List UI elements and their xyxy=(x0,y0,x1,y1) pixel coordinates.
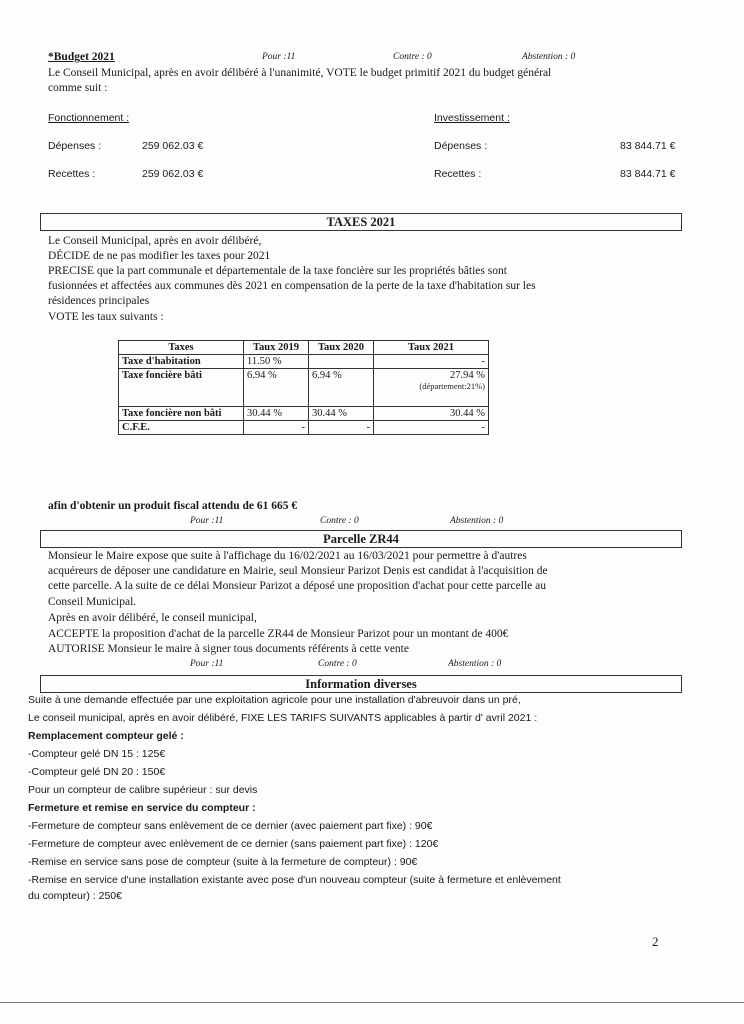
tax-2019: - xyxy=(244,421,309,435)
info-line-1: Suite à une demande effectuée par une exploitation agricole pour une installation d'abreuvoir dans un pré, xyxy=(28,694,521,706)
fonct-depenses-label: Dépenses : xyxy=(48,140,102,152)
investissement-label: Investissement : xyxy=(434,112,510,124)
table-row xyxy=(119,369,489,407)
parcelle-line-3: cette parcelle. A la suite de ce délai Monsieur Parizot a déposé une proposition d'achat pour cette parcelle au xyxy=(48,580,546,592)
info-line-7: Fermeture et remise en service du compteur : xyxy=(28,802,256,814)
parcelle-vote-pour: Pour :11 xyxy=(190,659,224,669)
tax-2019: 6.94 % xyxy=(244,369,309,407)
taxes-line-1: Le Conseil Municipal, après en avoir délibéré, xyxy=(48,235,262,247)
invest-recettes-value: 83 844.71 € xyxy=(620,168,676,180)
info-line-2: Le conseil municipal, après en avoir délibéré, FIXE LES TARIFS SUIVANTS applicables à partir d' avril 2021 : xyxy=(28,712,538,724)
budget-title: *Budget 2021 xyxy=(48,51,115,63)
info-line-9: -Fermeture de compteur avec enlèvement de ce dernier (sans paiement part fixe) : 120€ xyxy=(28,838,439,850)
table-row xyxy=(119,421,489,435)
tax-2019: 30.44 % xyxy=(244,407,309,421)
parcelle-line-1: Monsieur le Maire expose que suite à l'affichage du 16/02/2021 au 16/03/2021 pour permettre à d'autres xyxy=(48,550,527,562)
tax-2021: 27.94 % xyxy=(450,370,485,381)
taxes-line-6: VOTE les taux suivants : xyxy=(48,311,164,323)
fonct-recettes-value: 259 062.03 € xyxy=(142,168,204,180)
taxes-section-title: TAXES 2021 xyxy=(40,213,682,231)
taxes-table-header xyxy=(119,341,489,355)
info-line-12: du compteur) : 250€ xyxy=(28,890,122,902)
tax-name: Taxe foncière bâti xyxy=(119,369,244,407)
fonctionnement-label: Fonctionnement : xyxy=(48,112,130,124)
taxes-vote-abstention: Abstention : 0 xyxy=(450,516,504,526)
info-line-6: Pour un compteur de calibre supérieur : sur devis xyxy=(28,784,258,796)
table-row xyxy=(119,355,489,369)
tax-2020: - xyxy=(309,421,374,435)
fonct-depenses-value: 259 062.03 € xyxy=(142,140,204,152)
fonct-recettes-label: Recettes : xyxy=(48,168,96,180)
taxes-line-5: résidences principales xyxy=(48,295,150,307)
tax-2020: 30.44 % xyxy=(309,407,374,421)
taxes-vote-pour: Pour :11 xyxy=(190,516,224,526)
info-line-11: -Remise en service d'une installation existante avec pose d'un nouveau compteur (suite à fermeture et enlèvement xyxy=(28,874,561,886)
parcelle-line-4: Conseil Municipal. xyxy=(48,596,137,608)
page-number: 2 xyxy=(652,934,659,949)
taxes-line-3: PRECISE que la part communale et départementale de la taxe foncière sur les propriétés bâties sont xyxy=(48,265,507,277)
info-line-4: -Compteur gelé DN 15 : 125€ xyxy=(28,748,166,760)
info-line-5: -Compteur gelé DN 20 : 150€ xyxy=(28,766,166,778)
parcelle-vote-abstention: Abstention : 0 xyxy=(448,659,502,669)
header-taux-2019: Taux 2019 xyxy=(244,341,309,355)
parcelle-line-6: ACCEPTE la proposition d'achat de la parcelle ZR44 de Monsieur Parizot pour un montant de 400€ xyxy=(48,628,509,640)
tax-2019: 11.50 % xyxy=(244,355,309,369)
taxes-table xyxy=(118,340,489,435)
parcelle-line-5: Après en avoir délibéré, le conseil municipal, xyxy=(48,612,257,624)
tax-2020 xyxy=(309,355,374,369)
tax-2021: 30.44 % xyxy=(374,407,489,421)
taxes-vote-contre: Contre : 0 xyxy=(320,516,359,526)
budget-vote-abstention: Abstention : 0 xyxy=(522,52,576,62)
invest-depenses-value: 83 844.71 € xyxy=(620,140,676,152)
tax-name: Taxe d'habitation xyxy=(119,355,244,369)
invest-depenses-label: Dépenses : xyxy=(434,140,488,152)
table-row xyxy=(119,407,489,421)
taxes-line-2: DÉCIDE de ne pas modifier les taxes pour 2021 xyxy=(48,250,271,262)
info-section-title: Information diverses xyxy=(40,675,682,693)
parcelle-line-7: AUTORISE Monsieur le maire à signer tous documents référents à cette vente xyxy=(48,643,409,655)
header-taxes: Taxes xyxy=(119,341,244,355)
budget-text-1: Le Conseil Municipal, après en avoir délibéré à l'unanimité, VOTE le budget primitif 2021 du budget général xyxy=(48,67,552,79)
tax-name: C.F.E. xyxy=(119,421,244,435)
header-taux-2020: Taux 2020 xyxy=(309,341,374,355)
tax-2021-note: (département:21%) xyxy=(419,381,485,391)
tax-2021-cell xyxy=(374,369,489,407)
budget-text-2: comme suit : xyxy=(48,82,108,94)
tax-name: Taxe foncière non bâti xyxy=(119,407,244,421)
tax-2020: 6.94 % xyxy=(309,369,374,407)
taxes-line-4: fusionnées et affectées aux communes dès 2021 en compensation de la perte de la taxe d'habitation sur les xyxy=(48,280,536,292)
taxes-result: afin d'obtenir un produit fiscal attendu de 61 665 € xyxy=(48,500,298,512)
parcelle-line-2: acquéreurs de déposer une candidature en Mairie, seul Monsieur Parizot Denis est candidat à l'acquisition de xyxy=(48,565,548,577)
parcelle-vote-contre: Contre : 0 xyxy=(318,659,357,669)
invest-recettes-label: Recettes : xyxy=(434,168,482,180)
budget-vote-contre: Contre : 0 xyxy=(393,52,432,62)
info-line-10: -Remise en service sans pose de compteur (suite à la fermeture de compteur) : 90€ xyxy=(28,856,418,868)
info-line-3: Remplacement compteur gelé : xyxy=(28,730,184,742)
tax-2021: - xyxy=(374,355,489,369)
parcelle-section-title: Parcelle ZR44 xyxy=(40,530,682,548)
header-taux-2021: Taux 2021 xyxy=(374,341,489,355)
info-line-8: -Fermeture de compteur sans enlèvement de ce dernier (avec paiement part fixe) : 90€ xyxy=(28,820,433,832)
budget-vote-pour: Pour :11 xyxy=(262,52,296,62)
scan-edge-line xyxy=(0,1002,744,1003)
tax-2021: - xyxy=(374,421,489,435)
